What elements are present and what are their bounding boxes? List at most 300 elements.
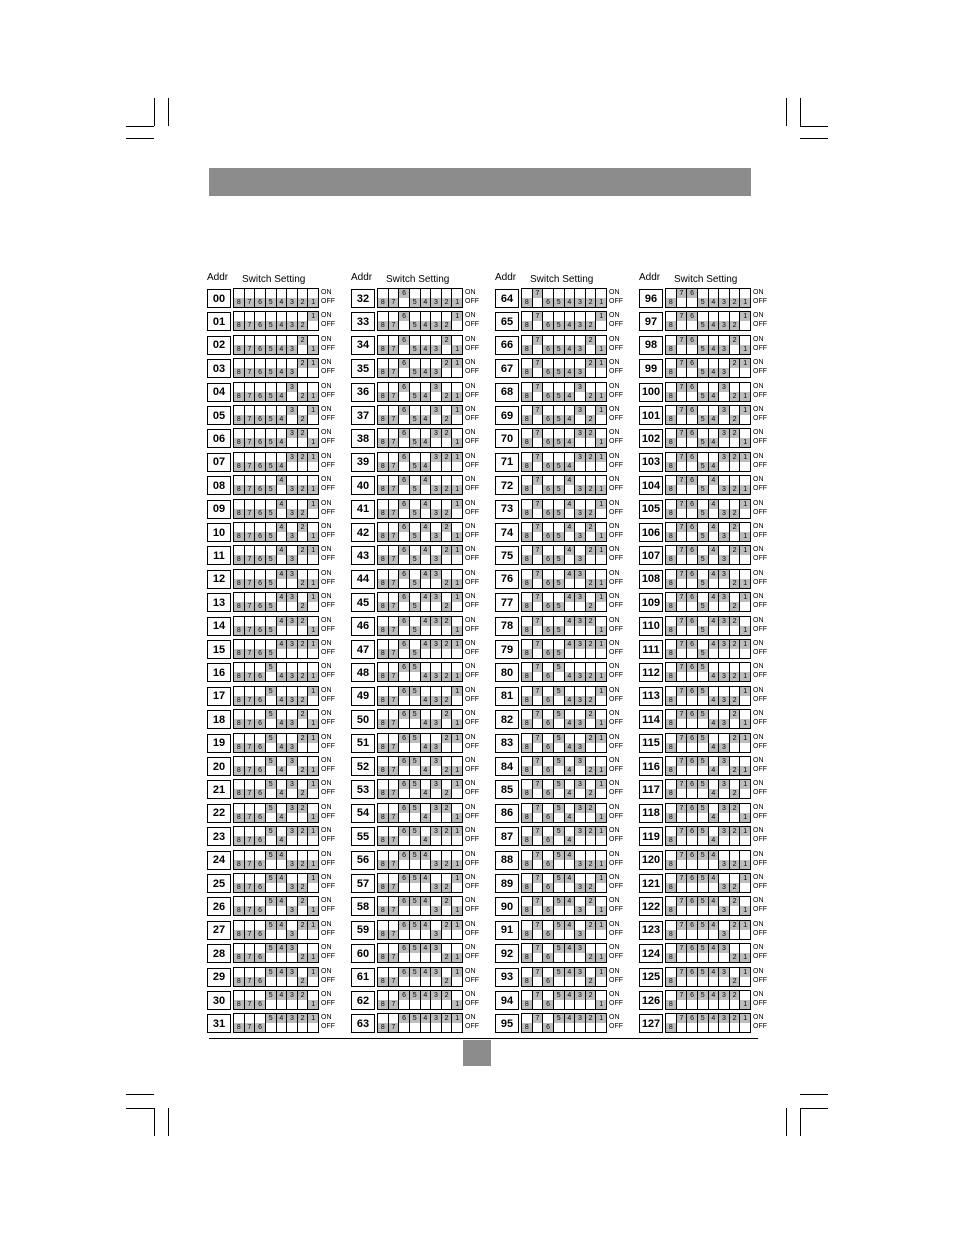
off-label: OFF — [465, 344, 479, 352]
off-label: OFF — [465, 672, 479, 680]
switch-on-slot: 5 — [266, 757, 276, 766]
switch-3 — [287, 874, 298, 892]
switch-off-slot — [452, 555, 462, 564]
switch-off-slot: 8 — [378, 298, 388, 307]
switch-7 — [245, 757, 256, 775]
switch-off-slot: 2 — [442, 485, 452, 494]
switch-on-slot: 1 — [452, 359, 462, 368]
on-label: ON — [465, 944, 476, 952]
address-value: 99 — [639, 359, 663, 378]
switch-on-slot: 4 — [421, 874, 431, 883]
table-row — [495, 803, 635, 823]
switch-on-slot — [666, 617, 676, 626]
switch-on-slot — [586, 780, 596, 789]
switch-3 — [719, 780, 730, 798]
switch-4 — [565, 453, 576, 471]
off-label: OFF — [609, 672, 623, 680]
switch-on-slot: 7 — [677, 663, 687, 672]
switch-off-slot: 5 — [410, 649, 420, 658]
switch-8 — [378, 944, 389, 962]
switch-5 — [410, 429, 421, 447]
switch-on-slot — [740, 710, 750, 719]
address-value: 86 — [495, 804, 519, 823]
switch-7 — [389, 640, 400, 658]
switch-on-slot — [266, 523, 276, 532]
switch-on-slot: 1 — [596, 687, 606, 696]
switch-off-slot — [308, 649, 318, 658]
switch-on-slot: 6 — [687, 523, 697, 532]
switch-off-slot: 1 — [452, 345, 462, 354]
switch-off-slot — [298, 649, 308, 658]
switch-on-slot: 3 — [287, 593, 297, 602]
switch-on-slot: 1 — [308, 500, 318, 509]
switch-on-slot: 2 — [298, 734, 308, 743]
switch-on-slot: 3 — [431, 1014, 441, 1023]
switch-off-slot: 5 — [698, 298, 708, 307]
switch-off-slot: 7 — [389, 860, 399, 869]
switch-on-slot — [698, 406, 708, 415]
switch-off-slot — [698, 719, 708, 728]
switch-off-slot: 8 — [378, 438, 388, 447]
switch-5 — [698, 406, 709, 424]
switch-off-slot: 6 — [255, 298, 265, 307]
switch-7 — [389, 476, 400, 494]
switch-off-slot — [596, 743, 606, 752]
switch-on-slot — [522, 734, 532, 743]
switch-3 — [575, 804, 586, 822]
switch-3 — [287, 500, 298, 518]
switch-off-slot — [410, 906, 420, 915]
on-off-legend — [609, 639, 623, 657]
switch-off-slot: 8 — [378, 1023, 388, 1032]
switch-6 — [255, 546, 266, 564]
switch-off-slot: 4 — [709, 415, 719, 424]
switch-off-slot: 3 — [431, 743, 441, 752]
switch-off-slot — [677, 836, 687, 845]
switch-off-slot: 8 — [378, 696, 388, 705]
switch-off-slot — [266, 672, 276, 681]
switch-5 — [410, 874, 421, 892]
addr-header: Addr — [351, 272, 373, 283]
off-label: OFF — [465, 625, 479, 633]
off-label: OFF — [465, 883, 479, 890]
dip-switch — [521, 428, 607, 448]
switch-on-slot — [730, 406, 740, 415]
switch-off-slot: 6 — [255, 883, 265, 892]
switch-off-slot: 8 — [522, 953, 532, 962]
switch-6 — [687, 359, 698, 377]
switch-7 — [677, 710, 688, 728]
table-row — [495, 569, 635, 589]
switch-on-slot — [389, 897, 399, 906]
switch-6 — [687, 640, 698, 658]
switch-4 — [421, 500, 432, 518]
switch-on-slot: 2 — [298, 991, 308, 1000]
table-row — [351, 405, 491, 425]
switch-on-slot — [740, 897, 750, 906]
switch-8 — [378, 312, 389, 330]
table-row — [207, 662, 347, 682]
switch-off-slot — [298, 1000, 308, 1009]
switch-7 — [533, 383, 544, 401]
switch-4 — [565, 500, 576, 518]
on-label: ON — [321, 850, 332, 858]
switch-off-slot: 6 — [543, 462, 553, 471]
on-off-legend — [465, 452, 479, 470]
switch-off-slot — [554, 766, 564, 775]
switch-on-slot — [666, 757, 676, 766]
on-off-legend — [753, 382, 767, 400]
switch-1 — [740, 757, 750, 775]
switch-on-slot: 2 — [730, 617, 740, 626]
switch-on-slot: 4 — [277, 617, 287, 626]
switch-1 — [740, 546, 750, 564]
switch-on-slot: 2 — [586, 921, 596, 930]
switch-on-slot: 4 — [709, 593, 719, 602]
switch-6 — [255, 968, 266, 986]
dip-switch — [233, 592, 319, 612]
switch-5 — [698, 453, 709, 471]
switch-on-slot: 5 — [698, 734, 708, 743]
switch-off-slot — [277, 649, 287, 658]
switch-2 — [298, 897, 309, 915]
switch-off-slot: 3 — [431, 555, 441, 564]
dip-switch — [233, 709, 319, 729]
switch-on-slot: 4 — [565, 874, 575, 883]
switch-off-slot: 6 — [255, 392, 265, 401]
switch-5 — [410, 757, 421, 775]
switch-off-slot: 3 — [431, 298, 441, 307]
switch-on-slot — [730, 383, 740, 392]
switch-2 — [730, 570, 741, 588]
switch-on-slot — [266, 312, 276, 321]
switch-off-slot: 4 — [709, 438, 719, 447]
switch-7 — [677, 312, 688, 330]
switch-off-slot: 1 — [452, 953, 462, 962]
switch-7 — [389, 289, 400, 307]
switch-on-slot — [730, 570, 740, 579]
switch-1 — [308, 874, 318, 892]
switch-on-slot: 4 — [277, 640, 287, 649]
off-label: OFF — [465, 742, 479, 750]
switch-off-slot: 7 — [245, 719, 255, 728]
on-off-legend — [321, 592, 335, 610]
switch-on-slot — [698, 429, 708, 438]
switch-3 — [431, 289, 442, 307]
switch-on-slot: 1 — [596, 546, 606, 555]
switch-1 — [308, 1014, 318, 1032]
switch-off-slot — [740, 883, 750, 892]
switch-off-slot: 6 — [255, 813, 265, 822]
switch-off-slot: 6 — [543, 813, 553, 822]
on-label: ON — [465, 1014, 476, 1022]
switch-off-slot — [452, 883, 462, 892]
switch-3 — [431, 476, 442, 494]
switch-off-slot: 8 — [378, 649, 388, 658]
switch-on-slot: 2 — [298, 359, 308, 368]
address-value: 105 — [639, 500, 663, 519]
switch-5 — [554, 453, 565, 471]
switch-3 — [287, 757, 298, 775]
switch-1 — [452, 804, 462, 822]
switch-off-slot — [709, 532, 719, 541]
switch-on-slot: 2 — [442, 429, 452, 438]
switch-8 — [378, 687, 389, 705]
switch-off-slot: 8 — [234, 743, 244, 752]
switch-off-slot: 8 — [378, 860, 388, 869]
switch-on-slot — [266, 570, 276, 579]
switch-off-slot: 3 — [575, 930, 585, 939]
on-off-legend — [465, 592, 479, 610]
switch-off-slot — [730, 368, 740, 377]
switch-on-slot — [255, 687, 265, 696]
switch-6 — [255, 897, 266, 915]
switch-on-slot — [666, 663, 676, 672]
switch-5 — [554, 944, 565, 962]
switch-off-slot: 4 — [709, 321, 719, 330]
switch-off-slot: 8 — [378, 813, 388, 822]
on-off-legend — [753, 358, 767, 376]
address-value: 06 — [207, 429, 231, 448]
switch-4 — [421, 991, 432, 1009]
switch-on-slot: 1 — [740, 500, 750, 509]
switch-off-slot — [677, 438, 687, 447]
switch-off-slot — [730, 555, 740, 564]
switch-6 — [543, 336, 554, 354]
switch-off-slot — [452, 789, 462, 798]
switch-on-slot — [266, 617, 276, 626]
switch-off-slot — [596, 977, 606, 986]
on-label: ON — [753, 663, 764, 671]
switch-on-slot — [719, 546, 729, 555]
switch-6 — [687, 804, 698, 822]
switch-off-slot: 6 — [255, 1023, 265, 1032]
switch-off-slot — [431, 977, 441, 986]
off-label: OFF — [609, 625, 623, 633]
switch-off-slot — [687, 415, 697, 424]
switch-on-slot — [245, 944, 255, 953]
table-row — [351, 382, 491, 402]
switch-6 — [255, 500, 266, 518]
switch-on-slot — [234, 827, 244, 836]
switch-6 — [687, 663, 698, 681]
switch-off-slot: 8 — [378, 977, 388, 986]
on-off-legend — [321, 967, 335, 985]
switch-3 — [287, 968, 298, 986]
on-label: ON — [465, 289, 476, 296]
switch-6 — [543, 827, 554, 845]
switch-8 — [666, 359, 677, 377]
dip-switch — [233, 920, 319, 940]
switch-6 — [543, 640, 554, 658]
switch-off-slot — [533, 672, 543, 681]
switch-3 — [431, 944, 442, 962]
switch-off-slot: 8 — [234, 485, 244, 494]
switch-on-slot — [586, 476, 596, 485]
switch-1 — [740, 640, 750, 658]
switch-1 — [452, 289, 462, 307]
switch-on-slot: 4 — [277, 570, 287, 579]
switch-on-slot — [575, 546, 585, 555]
address-value: 42 — [351, 523, 375, 542]
switch-off-slot: 8 — [666, 298, 676, 307]
switch-6 — [255, 921, 266, 939]
switch-on-slot — [452, 897, 462, 906]
switch-off-slot — [399, 392, 409, 401]
switch-1 — [596, 944, 606, 962]
dip-switch — [233, 475, 319, 495]
switch-2 — [298, 523, 309, 541]
switch-8 — [666, 874, 677, 892]
address-value: 12 — [207, 570, 231, 589]
on-label: ON — [321, 1014, 332, 1022]
switch-off-slot — [431, 813, 441, 822]
switch-6 — [687, 593, 698, 611]
switch-off-slot: 3 — [287, 672, 297, 681]
switch-on-slot: 6 — [687, 968, 697, 977]
switch-on-slot: 6 — [399, 640, 409, 649]
dip-switch — [233, 967, 319, 987]
switch-8 — [234, 570, 245, 588]
switch-off-slot: 2 — [730, 696, 740, 705]
on-off-legend — [753, 756, 767, 774]
switch-off-slot — [719, 626, 729, 635]
switch-off-slot: 7 — [389, 813, 399, 822]
switch-off-slot: 8 — [666, 415, 676, 424]
switch-5 — [554, 921, 565, 939]
switch-on-slot: 3 — [719, 780, 729, 789]
switch-on-slot: 3 — [287, 429, 297, 438]
switch-on-slot — [266, 289, 276, 298]
table-row — [495, 896, 635, 916]
switch-on-slot: 3 — [719, 406, 729, 415]
switch-on-slot: 7 — [677, 757, 687, 766]
switch-off-slot — [399, 321, 409, 330]
switch-on-slot: 3 — [287, 570, 297, 579]
switch-on-slot — [287, 359, 297, 368]
switch-off-slot: 8 — [378, 345, 388, 354]
switch-off-slot — [687, 743, 697, 752]
switch-off-slot: 4 — [421, 719, 431, 728]
switch-3 — [431, 734, 442, 752]
switch-1 — [596, 663, 606, 681]
switch-on-slot — [442, 476, 452, 485]
switch-on-slot: 6 — [399, 874, 409, 883]
off-label: OFF — [753, 695, 767, 703]
switch-6 — [543, 546, 554, 564]
crop-mark-tl-v — [154, 98, 155, 126]
address-value: 60 — [351, 944, 375, 963]
switch-off-slot — [730, 462, 740, 471]
switch-7 — [533, 827, 544, 845]
switch-on-slot: 1 — [596, 734, 606, 743]
switch-6 — [399, 546, 410, 564]
switch-on-slot — [234, 991, 244, 1000]
on-off-legend — [609, 499, 623, 517]
table-row — [351, 288, 491, 308]
switch-on-slot: 3 — [575, 1014, 585, 1023]
switch-off-slot: 3 — [575, 485, 585, 494]
switch-1 — [452, 476, 462, 494]
switch-on-slot: 7 — [533, 804, 543, 813]
switch-on-slot — [565, 780, 575, 789]
dip-switch — [521, 335, 607, 355]
on-off-legend — [609, 733, 623, 751]
switch-1 — [596, 593, 606, 611]
on-off-legend — [321, 616, 335, 634]
switch-on-slot — [586, 687, 596, 696]
switch-off-slot: 6 — [255, 836, 265, 845]
switch-on-slot — [442, 663, 452, 672]
switch-off-slot — [677, 392, 687, 401]
switch-off-slot — [698, 977, 708, 986]
switch-6 — [255, 336, 266, 354]
address-value: 117 — [639, 780, 663, 799]
dip-switch — [521, 499, 607, 519]
switch-on-slot: 3 — [719, 429, 729, 438]
switch-off-slot — [533, 860, 543, 869]
switch-3 — [719, 289, 730, 307]
switch-5 — [698, 1014, 709, 1032]
switch-6 — [399, 804, 410, 822]
switch-on-slot: 2 — [586, 897, 596, 906]
crop-mark-tl-h — [126, 126, 154, 127]
switch-on-slot: 6 — [399, 546, 409, 555]
switch-7 — [245, 570, 256, 588]
dip-switch — [521, 475, 607, 495]
switch-2 — [586, 897, 597, 915]
switch-off-slot: 1 — [596, 579, 606, 588]
switch-6 — [399, 968, 410, 986]
switch-on-slot: 7 — [677, 312, 687, 321]
switch-on-slot: 5 — [410, 687, 420, 696]
switch-off-slot: 6 — [543, 649, 553, 658]
switch-on-slot — [245, 827, 255, 836]
switch-5 — [410, 827, 421, 845]
switch-off-slot: 8 — [666, 977, 676, 986]
switch-off-slot — [399, 298, 409, 307]
switch-on-slot: 4 — [277, 546, 287, 555]
switch-off-slot: 5 — [266, 462, 276, 471]
switch-3 — [575, 617, 586, 635]
switch-7 — [389, 780, 400, 798]
on-label: ON — [609, 920, 620, 928]
switch-4 — [277, 453, 288, 471]
on-off-legend — [753, 733, 767, 751]
switch-6 — [543, 289, 554, 307]
switch-off-slot: 8 — [666, 860, 676, 869]
off-label: OFF — [753, 485, 767, 493]
switch-off-slot: 7 — [389, 672, 399, 681]
switch-4 — [277, 663, 288, 681]
switch-on-slot — [575, 663, 585, 672]
switch-on-slot: 7 — [533, 968, 543, 977]
switch-2 — [298, 944, 309, 962]
switch-1 — [740, 663, 750, 681]
switch-off-slot: 6 — [543, 766, 553, 775]
switch-on-slot: 2 — [442, 640, 452, 649]
switch-on-slot: 6 — [687, 336, 697, 345]
switch-off-slot — [308, 696, 318, 705]
switch-on-slot: 4 — [565, 851, 575, 860]
table-row — [207, 522, 347, 542]
switch-3 — [719, 897, 730, 915]
switch-on-slot: 5 — [698, 921, 708, 930]
address-value: 18 — [207, 710, 231, 729]
switch-on-slot — [410, 523, 420, 532]
switch-off-slot — [730, 345, 740, 354]
switch-off-slot: 4 — [565, 836, 575, 845]
